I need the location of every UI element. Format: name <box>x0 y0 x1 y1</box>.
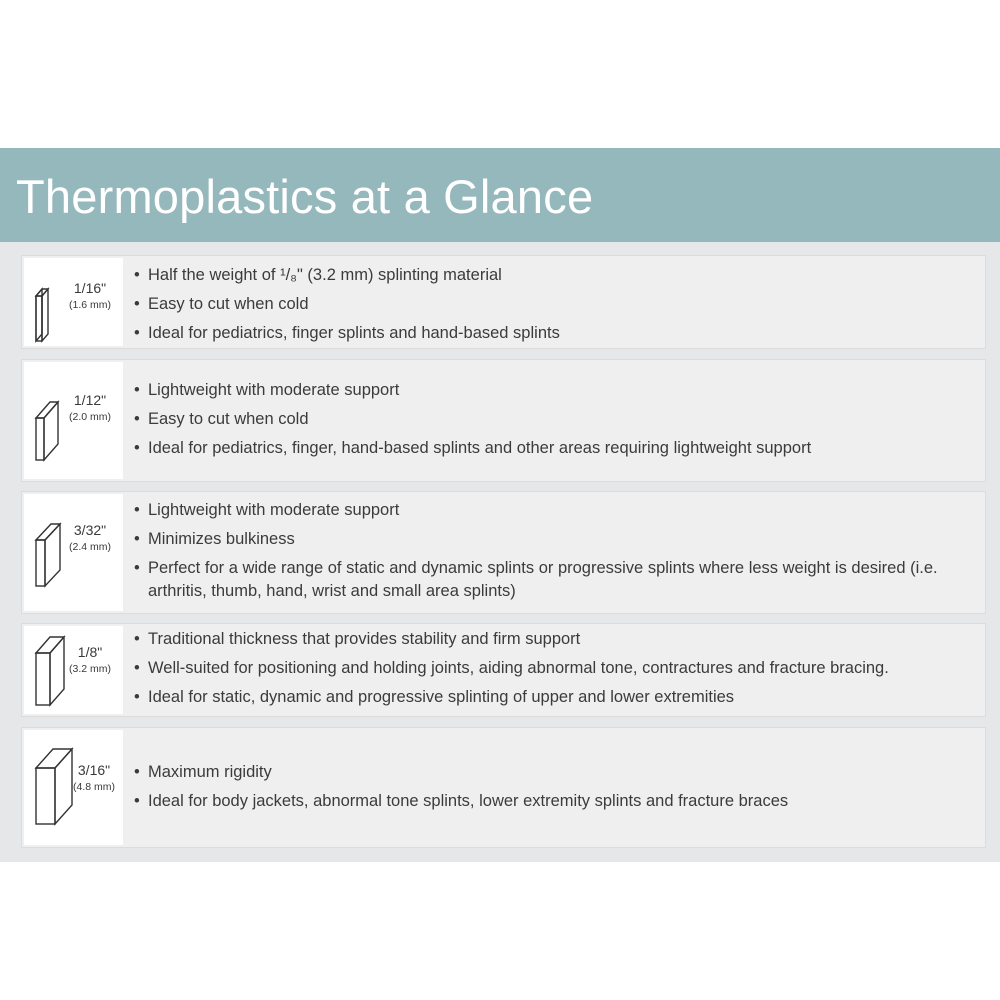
thermoplastics-sheet <box>0 148 1000 862</box>
thickness-row-1-8 <box>22 624 985 716</box>
list-item: • Half the weight of ¹/₈" (3.2 mm) splinting material <box>134 264 979 287</box>
thickness-row-3-32 <box>22 492 985 613</box>
thickness-label: 1/12" (2.0 mm) <box>69 392 111 423</box>
thickness-icon-panel <box>24 494 123 611</box>
feature-list <box>134 499 979 603</box>
thickness-row-3-16 <box>22 728 985 847</box>
thickness-icon-panel <box>24 258 123 346</box>
page-title: Thermoplastics at a Glance <box>16 170 594 223</box>
list-item: • Perfect for a wide range of static and dynamic splints or progressive splints where less weight is desired (i.e. arthritis, thumb, hand, wrist and small area splints) <box>134 557 979 603</box>
header-banner <box>0 148 1000 242</box>
feature-list <box>134 264 979 351</box>
feature-list <box>134 379 979 466</box>
thickness-row-1-16 <box>22 256 985 348</box>
thickness-label: 3/32" (2.4 mm) <box>69 522 111 553</box>
feature-list <box>134 761 979 819</box>
list-item: • Easy to cut when cold <box>134 408 979 431</box>
list-item: • Ideal for pediatrics, finger splints and hand-based splints <box>134 322 979 345</box>
list-item: • Lightweight with moderate support <box>134 379 979 402</box>
list-item: • Easy to cut when cold <box>134 293 979 316</box>
thickness-label: 1/16" (1.6 mm) <box>69 280 111 311</box>
list-item: • Ideal for pediatrics, finger, hand-based splints and other areas requiring lightweight support <box>134 437 979 460</box>
thickness-icon-panel <box>24 730 123 845</box>
list-item: • Ideal for body jackets, abnormal tone splints, lower extremity splints and fracture braces <box>134 790 979 813</box>
thickness-icon-panel <box>24 626 123 714</box>
feature-list <box>134 628 979 715</box>
list-item: • Well-suited for positioning and holding joints, aiding abnormal tone, contractures and fracture bracing. <box>134 657 979 680</box>
thickness-row-1-12 <box>22 360 985 481</box>
list-item: • Minimizes bulkiness <box>134 528 979 551</box>
thickness-label: 1/8" (3.2 mm) <box>69 644 111 675</box>
thickness-label: 3/16" (4.8 mm) <box>73 762 115 793</box>
list-item: • Traditional thickness that provides stability and firm support <box>134 628 979 651</box>
list-item: • Ideal for static, dynamic and progressive splinting of upper and lower extremities <box>134 686 979 709</box>
thickness-icon-panel <box>24 362 123 479</box>
list-item: • Maximum rigidity <box>134 761 979 784</box>
list-item: • Lightweight with moderate support <box>134 499 979 522</box>
